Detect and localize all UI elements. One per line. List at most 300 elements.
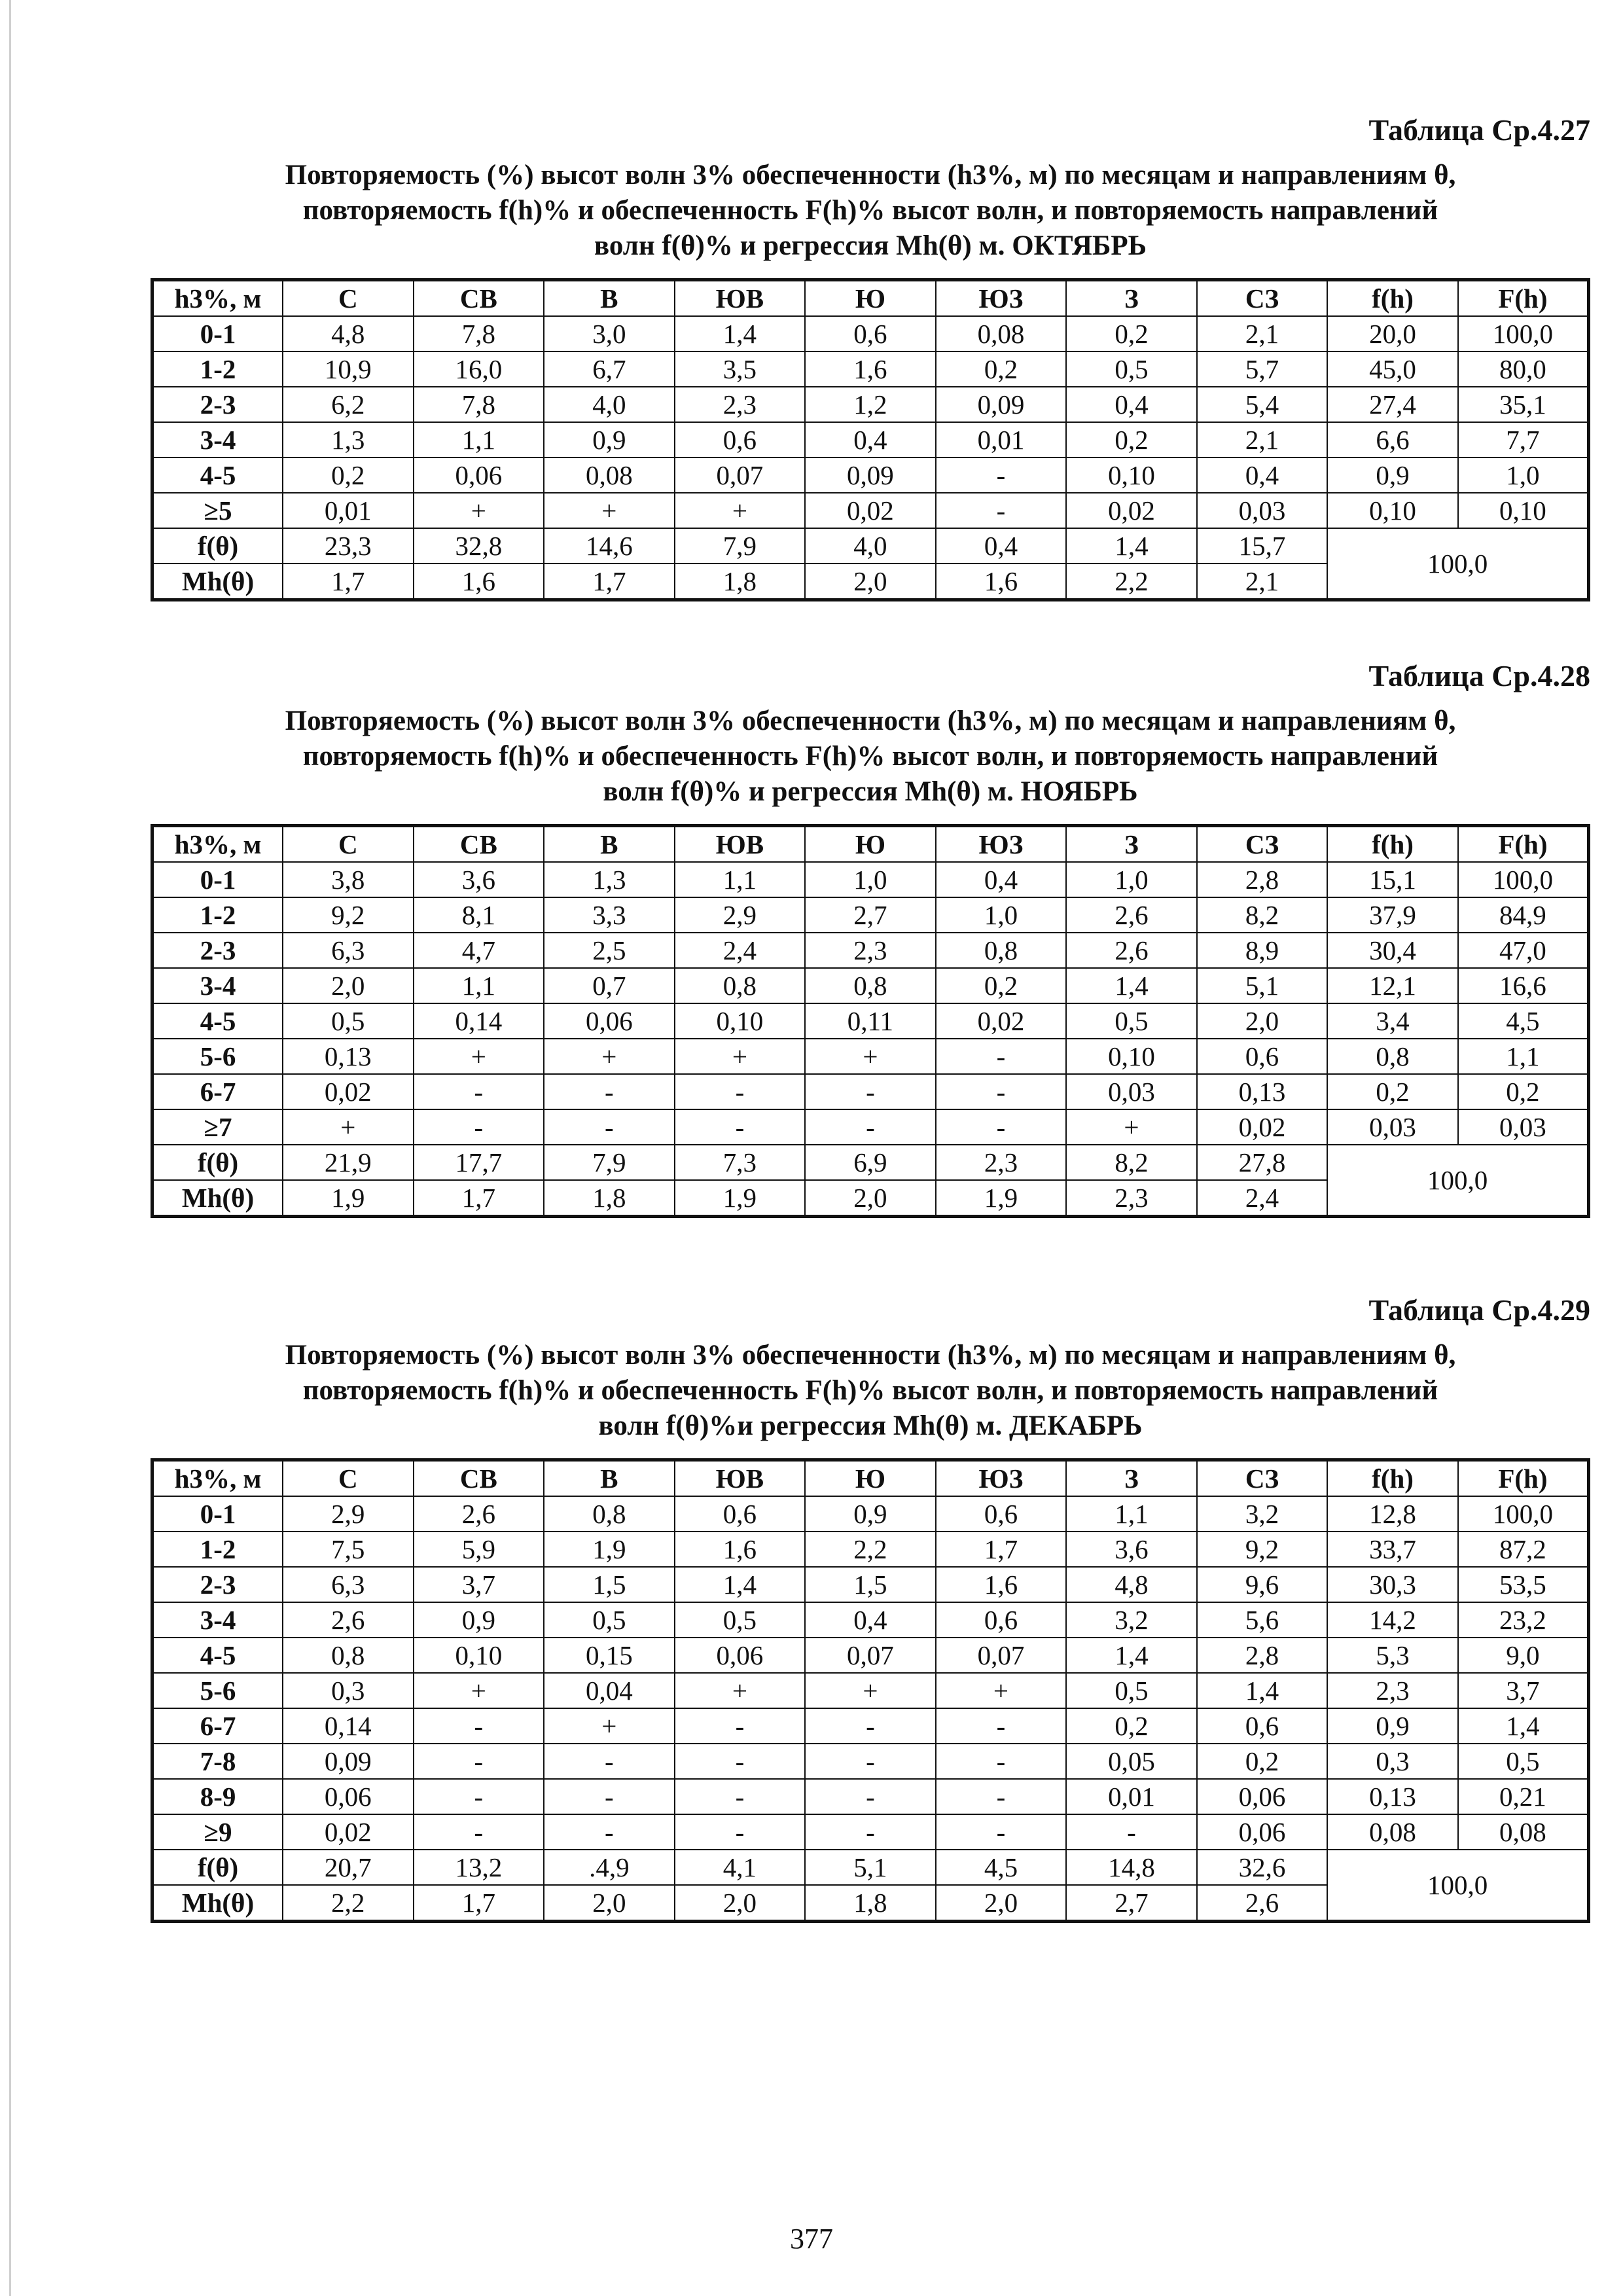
table-cell: 0,03 xyxy=(1066,1074,1197,1109)
table-cell: 0,14 xyxy=(283,1708,414,1744)
table-cell: 0,06 xyxy=(1197,1814,1328,1850)
table-cell: 2,5 xyxy=(544,933,675,968)
table-cell: 6,3 xyxy=(283,1567,414,1602)
table-cell: 3,8 xyxy=(283,862,414,897)
column-header: В xyxy=(544,1460,675,1497)
caption-line: Повторяемость (%) высот волн 3% обеспеченности (h3%, м) по месяцам и направлениям θ, xyxy=(285,1340,1456,1371)
table-cell: - xyxy=(675,1779,806,1814)
table-cell: 10,9 xyxy=(283,351,414,387)
table-cell: 1,4 xyxy=(1066,528,1197,564)
table-cell: 1,4 xyxy=(675,1567,806,1602)
table-cell: 0,2 xyxy=(1458,1074,1589,1109)
table-cell: 8,1 xyxy=(414,897,544,933)
table-cell: 84,9 xyxy=(1458,897,1589,933)
table-row xyxy=(152,422,1589,457)
column-header: С xyxy=(283,1460,414,1497)
table-cell: 5,7 xyxy=(1197,351,1328,387)
table-cell: 1,8 xyxy=(805,1885,936,1922)
row-header: 4-5 xyxy=(152,1003,283,1039)
table-cell: 35,1 xyxy=(1458,387,1589,422)
table-cell: 14,8 xyxy=(1066,1850,1197,1885)
table-cell: + xyxy=(283,1109,414,1145)
table-body xyxy=(152,862,1589,1217)
column-header: F(h) xyxy=(1458,826,1589,863)
table-cell: - xyxy=(675,1744,806,1779)
table-cell: 2,0 xyxy=(805,1180,936,1217)
row-header: 0-1 xyxy=(152,316,283,351)
wave-table xyxy=(151,824,1590,1218)
table-cell: 0,2 xyxy=(283,457,414,493)
table-cell: + xyxy=(675,1673,806,1708)
column-header: ЮЗ xyxy=(936,280,1067,317)
table-cell: 21,9 xyxy=(283,1145,414,1180)
table-caption xyxy=(151,704,1590,810)
table-cell: 1,1 xyxy=(414,422,544,457)
table-cell: 0,02 xyxy=(1197,1109,1328,1145)
table-cell: 0,06 xyxy=(675,1638,806,1673)
table-cell: 4,7 xyxy=(414,933,544,968)
table-cell: 1,8 xyxy=(544,1180,675,1217)
table-cell: 1,5 xyxy=(544,1567,675,1602)
table-cell: 0,07 xyxy=(675,457,806,493)
table-cell: + xyxy=(675,493,806,528)
table-cell: 1,9 xyxy=(675,1180,806,1217)
header-row xyxy=(152,280,1589,317)
column-header-height: h3%, м xyxy=(152,826,283,863)
caption-line: повторяемость f(h)% и обеспеченность F(h)% высот волн, и повторяемость направлений xyxy=(302,195,1438,226)
table-cell: 9,2 xyxy=(1197,1532,1328,1567)
table-cell: - xyxy=(544,1109,675,1145)
row-header: Mh(θ) xyxy=(152,564,283,600)
table-cell: - xyxy=(675,1109,806,1145)
table-cell: 9,0 xyxy=(1458,1638,1589,1673)
scan-edge-line xyxy=(9,0,11,2296)
table-cell: 7,9 xyxy=(675,528,806,564)
table-row xyxy=(152,968,1589,1003)
table-row xyxy=(152,351,1589,387)
table-number: Таблица Ср.4.27 xyxy=(1368,113,1590,147)
table-cell: 7,8 xyxy=(414,316,544,351)
table-cell: 14,2 xyxy=(1327,1602,1458,1638)
table-cell: 0,10 xyxy=(675,1003,806,1039)
table-cell: 0,6 xyxy=(805,316,936,351)
column-header: Ю xyxy=(805,1460,936,1497)
table-cell: - xyxy=(805,1779,936,1814)
table-body xyxy=(152,316,1589,600)
table-cell: 0,08 xyxy=(1327,1814,1458,1850)
table-cell: 2,3 xyxy=(1066,1180,1197,1217)
caption-line: волн f(θ)% и регрессия Mh(θ) м. НОЯБРЬ xyxy=(603,776,1138,807)
table-cell: 3,6 xyxy=(414,862,544,897)
table-row xyxy=(152,1003,1589,1039)
table-cell: 1,7 xyxy=(414,1180,544,1217)
column-header: F(h) xyxy=(1458,1460,1589,1497)
table-cell: 7,5 xyxy=(283,1532,414,1567)
table-cell: 3,7 xyxy=(1458,1673,1589,1708)
table-cell: 5,1 xyxy=(805,1850,936,1885)
column-header: З xyxy=(1066,1460,1197,1497)
caption-line: повторяемость f(h)% и обеспеченность F(h)% высот волн, и повторяемость направлений xyxy=(302,741,1438,772)
table-cell: 1,1 xyxy=(1066,1496,1197,1532)
column-header: С xyxy=(283,826,414,863)
table-cell: 80,0 xyxy=(1458,351,1589,387)
table-cell: 0,8 xyxy=(544,1496,675,1532)
table-cell: 0,5 xyxy=(283,1003,414,1039)
table-cell: 1,4 xyxy=(1197,1673,1328,1708)
table-cell: 1,7 xyxy=(414,1885,544,1922)
table-cell: 0,4 xyxy=(1066,387,1197,422)
table-cell: 0,4 xyxy=(805,422,936,457)
table-cell: 0,21 xyxy=(1458,1779,1589,1814)
table-cell: 0,2 xyxy=(1066,316,1197,351)
table-cell: 1,0 xyxy=(1458,457,1589,493)
table-cell: + xyxy=(414,493,544,528)
row-header: f(θ) xyxy=(152,1145,283,1180)
row-header: 4-5 xyxy=(152,457,283,493)
table-cell: - xyxy=(805,1744,936,1779)
table-cell: 1,4 xyxy=(675,316,806,351)
table-cell: 2,7 xyxy=(805,897,936,933)
table-row xyxy=(152,1109,1589,1145)
table-cell: - xyxy=(675,1814,806,1850)
table-cell: 0,8 xyxy=(805,968,936,1003)
table-cell: + xyxy=(675,1039,806,1074)
table-cell: 100,0 xyxy=(1458,316,1589,351)
table-cell: 1,7 xyxy=(936,1532,1067,1567)
table-cell: 1,8 xyxy=(675,564,806,600)
row-header: 3-4 xyxy=(152,968,283,1003)
table-row xyxy=(152,1673,1589,1708)
table-cell: 0,06 xyxy=(283,1779,414,1814)
table-row xyxy=(152,1638,1589,1673)
table-cell: 5,6 xyxy=(1197,1602,1328,1638)
table-cell: + xyxy=(414,1039,544,1074)
row-header: 6-7 xyxy=(152,1074,283,1109)
table-cell: 2,0 xyxy=(1197,1003,1328,1039)
table-cell: 1,7 xyxy=(283,564,414,600)
table-cell: 0,07 xyxy=(805,1638,936,1673)
table-cell: 2,4 xyxy=(1197,1180,1328,1217)
f-theta-row xyxy=(152,1850,1589,1885)
table-cell: - xyxy=(936,1109,1067,1145)
table-cell: 2,3 xyxy=(675,387,806,422)
table-cell: 3,6 xyxy=(1066,1532,1197,1567)
table-cell: 0,01 xyxy=(283,493,414,528)
table-cell: + xyxy=(544,1039,675,1074)
table-cell: 2,1 xyxy=(1197,422,1328,457)
table-cell: 7,3 xyxy=(675,1145,806,1180)
table-cell: 30,3 xyxy=(1327,1567,1458,1602)
table-cell: 87,2 xyxy=(1458,1532,1589,1567)
table-row xyxy=(152,1567,1589,1602)
table-cell: + xyxy=(805,1673,936,1708)
row-header: Mh(θ) xyxy=(152,1180,283,1217)
table-cell: 0,02 xyxy=(283,1814,414,1850)
table-cell: 0,06 xyxy=(1197,1779,1328,1814)
table-cell: + xyxy=(805,1039,936,1074)
table-row xyxy=(152,316,1589,351)
table-cell: 4,0 xyxy=(544,387,675,422)
table-cell: 0,10 xyxy=(1327,493,1458,528)
table-row xyxy=(152,1074,1589,1109)
table-cell: - xyxy=(936,457,1067,493)
table-cell: 1,9 xyxy=(936,1180,1067,1217)
table-cell: - xyxy=(414,1109,544,1145)
table-cell: 9,2 xyxy=(283,897,414,933)
table-cell: 0,02 xyxy=(936,1003,1067,1039)
table-cell: 20,7 xyxy=(283,1850,414,1885)
table-cell: 0,6 xyxy=(675,1496,806,1532)
table-cell: 0,9 xyxy=(544,422,675,457)
f-theta-row xyxy=(152,528,1589,564)
table-cell: 0,2 xyxy=(1066,1708,1197,1744)
table-cell: 15,1 xyxy=(1327,862,1458,897)
table-cell: 30,4 xyxy=(1327,933,1458,968)
table-cell: 0,9 xyxy=(414,1602,544,1638)
table-cell: 5,9 xyxy=(414,1532,544,1567)
column-header: ЮВ xyxy=(675,826,806,863)
table-cell: 0,03 xyxy=(1327,1109,1458,1145)
table-cell: 0,6 xyxy=(1197,1039,1328,1074)
table-cell: 32,8 xyxy=(414,528,544,564)
table-cell: - xyxy=(544,1074,675,1109)
total-cell: 100,0 xyxy=(1327,1850,1588,1922)
table-cell: 1,6 xyxy=(414,564,544,600)
column-header: ЮЗ xyxy=(936,1460,1067,1497)
table-cell: 100,0 xyxy=(1458,862,1589,897)
table-cell: 32,6 xyxy=(1197,1850,1328,1885)
table-cell: 0,6 xyxy=(675,422,806,457)
row-header: 4-5 xyxy=(152,1638,283,1673)
wave-table xyxy=(151,1458,1590,1923)
table-cell: 2,2 xyxy=(1066,564,1197,600)
column-header: СЗ xyxy=(1197,826,1328,863)
table-cell: 27,8 xyxy=(1197,1145,1328,1180)
row-header: 8-9 xyxy=(152,1779,283,1814)
table-cell: 16,6 xyxy=(1458,968,1589,1003)
table-cell: 0,02 xyxy=(283,1074,414,1109)
table-cell: 0,8 xyxy=(936,933,1067,968)
table-cell: 53,5 xyxy=(1458,1567,1589,1602)
table-cell: 0,06 xyxy=(414,457,544,493)
table-number: Таблица Ср.4.29 xyxy=(1368,1293,1590,1327)
table-row xyxy=(152,1532,1589,1567)
column-header: С xyxy=(283,280,414,317)
table-cell: 13,2 xyxy=(414,1850,544,1885)
table-cell: 2,1 xyxy=(1197,316,1328,351)
table-cell: 1,1 xyxy=(414,968,544,1003)
table-cell: 14,6 xyxy=(544,528,675,564)
table-cell: 1,4 xyxy=(1066,968,1197,1003)
table-cell: - xyxy=(936,1074,1067,1109)
table-cell: - xyxy=(544,1779,675,1814)
caption-line: волн f(θ)%и регрессия Mh(θ) м. ДЕКАБРЬ xyxy=(598,1410,1143,1441)
table-cell: 0,3 xyxy=(283,1673,414,1708)
table-row xyxy=(152,1602,1589,1638)
table-cell: 0,9 xyxy=(805,1496,936,1532)
column-header: f(h) xyxy=(1327,826,1458,863)
table-cell: 0,9 xyxy=(1327,1708,1458,1744)
table-cell: 0,2 xyxy=(936,351,1067,387)
table-cell: 0,4 xyxy=(1197,457,1328,493)
table-cell: 17,7 xyxy=(414,1145,544,1180)
table-cell: 2,2 xyxy=(283,1885,414,1922)
table-cell: 2,9 xyxy=(675,897,806,933)
table-cell: 5,4 xyxy=(1197,387,1328,422)
table-cell: 0,4 xyxy=(805,1602,936,1638)
row-header: 5-6 xyxy=(152,1673,283,1708)
table-number: Таблица Ср.4.28 xyxy=(1368,659,1590,692)
table-cell: 9,6 xyxy=(1197,1567,1328,1602)
column-header: Ю xyxy=(805,826,936,863)
table-cell: 0,3 xyxy=(1327,1744,1458,1779)
table-cell: - xyxy=(675,1708,806,1744)
table-cell: 2,0 xyxy=(675,1885,806,1922)
table-cell: 6,9 xyxy=(805,1145,936,1180)
table-cell: 0,02 xyxy=(805,493,936,528)
table-cell: 100,0 xyxy=(1458,1496,1589,1532)
table-cell: 7,9 xyxy=(544,1145,675,1180)
table-cell: 2,0 xyxy=(544,1885,675,1922)
table-cell: - xyxy=(805,1708,936,1744)
table-cell: 2,3 xyxy=(805,933,936,968)
table-cell: 16,0 xyxy=(414,351,544,387)
table-cell: 2,9 xyxy=(283,1496,414,1532)
row-header: 1-2 xyxy=(152,351,283,387)
table-cell: - xyxy=(936,1744,1067,1779)
table-row xyxy=(152,1496,1589,1532)
table-cell: 0,02 xyxy=(1066,493,1197,528)
table-cell: 4,8 xyxy=(1066,1567,1197,1602)
row-header: ≥9 xyxy=(152,1814,283,1850)
table-cell: 0,07 xyxy=(936,1638,1067,1673)
table-cell: 1,9 xyxy=(283,1180,414,1217)
table-cell: 1,3 xyxy=(544,862,675,897)
table-cell: 0,2 xyxy=(1327,1074,1458,1109)
table-cell: 1,1 xyxy=(1458,1039,1589,1074)
table-cell: 0,09 xyxy=(936,387,1067,422)
table-cell: 1,7 xyxy=(544,564,675,600)
table-cell: 1,2 xyxy=(805,387,936,422)
table-cell: 0,10 xyxy=(1066,1039,1197,1074)
row-header: 2-3 xyxy=(152,1567,283,1602)
table-cell: - xyxy=(936,1814,1067,1850)
table-cell: 45,0 xyxy=(1327,351,1458,387)
row-header: 0-1 xyxy=(152,1496,283,1532)
table-cell: 5,1 xyxy=(1197,968,1328,1003)
table-cell: 2,8 xyxy=(1197,862,1328,897)
table-cell: 1,0 xyxy=(805,862,936,897)
table-cell: 0,8 xyxy=(675,968,806,1003)
column-header: СЗ xyxy=(1197,1460,1328,1497)
table-cell: 2,4 xyxy=(675,933,806,968)
table-cell: 0,13 xyxy=(283,1039,414,1074)
table-cell: 0,5 xyxy=(1066,1673,1197,1708)
table-caption xyxy=(151,158,1590,264)
table-cell: 0,9 xyxy=(1327,457,1458,493)
table-cell: 2,0 xyxy=(283,968,414,1003)
row-header: 0-1 xyxy=(152,862,283,897)
table-cell: 2,2 xyxy=(805,1532,936,1567)
table-cell: 0,10 xyxy=(1458,493,1589,528)
table-row xyxy=(152,862,1589,897)
table-cell: 7,7 xyxy=(1458,422,1589,457)
table-cell: 1,0 xyxy=(936,897,1067,933)
column-header: В xyxy=(544,826,675,863)
table-cell: 0,8 xyxy=(283,1638,414,1673)
table-cell: 20,0 xyxy=(1327,316,1458,351)
row-header: Mh(θ) xyxy=(152,1885,283,1922)
table-cell: 0,04 xyxy=(544,1673,675,1708)
table-cell: 3,2 xyxy=(1197,1496,1328,1532)
table-cell: 0,11 xyxy=(805,1003,936,1039)
table-cell: 8,2 xyxy=(1197,897,1328,933)
table-cell: 0,4 xyxy=(936,528,1067,564)
total-cell: 100,0 xyxy=(1327,528,1588,600)
table-cell: 3,0 xyxy=(544,316,675,351)
header-row xyxy=(152,1460,1589,1497)
table-cell: 0,08 xyxy=(1458,1814,1589,1850)
table-cell: 23,2 xyxy=(1458,1602,1589,1638)
table-cell: 37,9 xyxy=(1327,897,1458,933)
table-cell: 3,2 xyxy=(1066,1602,1197,1638)
table-block-october xyxy=(151,113,1590,601)
table-cell: 0,05 xyxy=(1066,1744,1197,1779)
table-cell: 0,5 xyxy=(1458,1744,1589,1779)
row-header: 7-8 xyxy=(152,1744,283,1779)
page-number: 377 xyxy=(790,2223,833,2255)
table-cell: 23,3 xyxy=(283,528,414,564)
table-row xyxy=(152,1779,1589,1814)
table-cell: 2,3 xyxy=(1327,1673,1458,1708)
row-header: f(θ) xyxy=(152,1850,283,1885)
table-cell: 2,0 xyxy=(936,1885,1067,1922)
table-row xyxy=(152,897,1589,933)
table-cell: 4,5 xyxy=(936,1850,1067,1885)
table-cell: 1,6 xyxy=(675,1532,806,1567)
table-cell: + xyxy=(544,1708,675,1744)
table-cell: 0,2 xyxy=(1066,422,1197,457)
table-cell: 0,01 xyxy=(936,422,1067,457)
table-cell: - xyxy=(414,1779,544,1814)
table-cell: 4,1 xyxy=(675,1850,806,1885)
table-cell: 0,5 xyxy=(1066,1003,1197,1039)
row-header: 6-7 xyxy=(152,1708,283,1744)
column-header: СЗ xyxy=(1197,280,1328,317)
table-cell: 2,6 xyxy=(414,1496,544,1532)
table-cell: 4,0 xyxy=(805,528,936,564)
row-header: f(θ) xyxy=(152,528,283,564)
header-row xyxy=(152,826,1589,863)
table-cell: .4,9 xyxy=(544,1850,675,1885)
table-cell: 7,8 xyxy=(414,387,544,422)
table-row xyxy=(152,933,1589,968)
table-cell: 1,6 xyxy=(805,351,936,387)
table-cell: 5,3 xyxy=(1327,1638,1458,1673)
table-block-december xyxy=(151,1293,1590,1923)
caption-line: Повторяемость (%) высот волн 3% обеспеченности (h3%, м) по месяцам и направлениям θ, xyxy=(285,160,1456,190)
table-cell: 2,0 xyxy=(805,564,936,600)
column-header: З xyxy=(1066,280,1197,317)
table-cell: 12,8 xyxy=(1327,1496,1458,1532)
row-header: 2-3 xyxy=(152,933,283,968)
table-cell: 1,4 xyxy=(1066,1638,1197,1673)
table-cell: 0,8 xyxy=(1327,1039,1458,1074)
column-header: СВ xyxy=(414,826,544,863)
table-cell: 0,6 xyxy=(936,1496,1067,1532)
table-cell: 1,1 xyxy=(675,862,806,897)
column-header: ЮВ xyxy=(675,280,806,317)
